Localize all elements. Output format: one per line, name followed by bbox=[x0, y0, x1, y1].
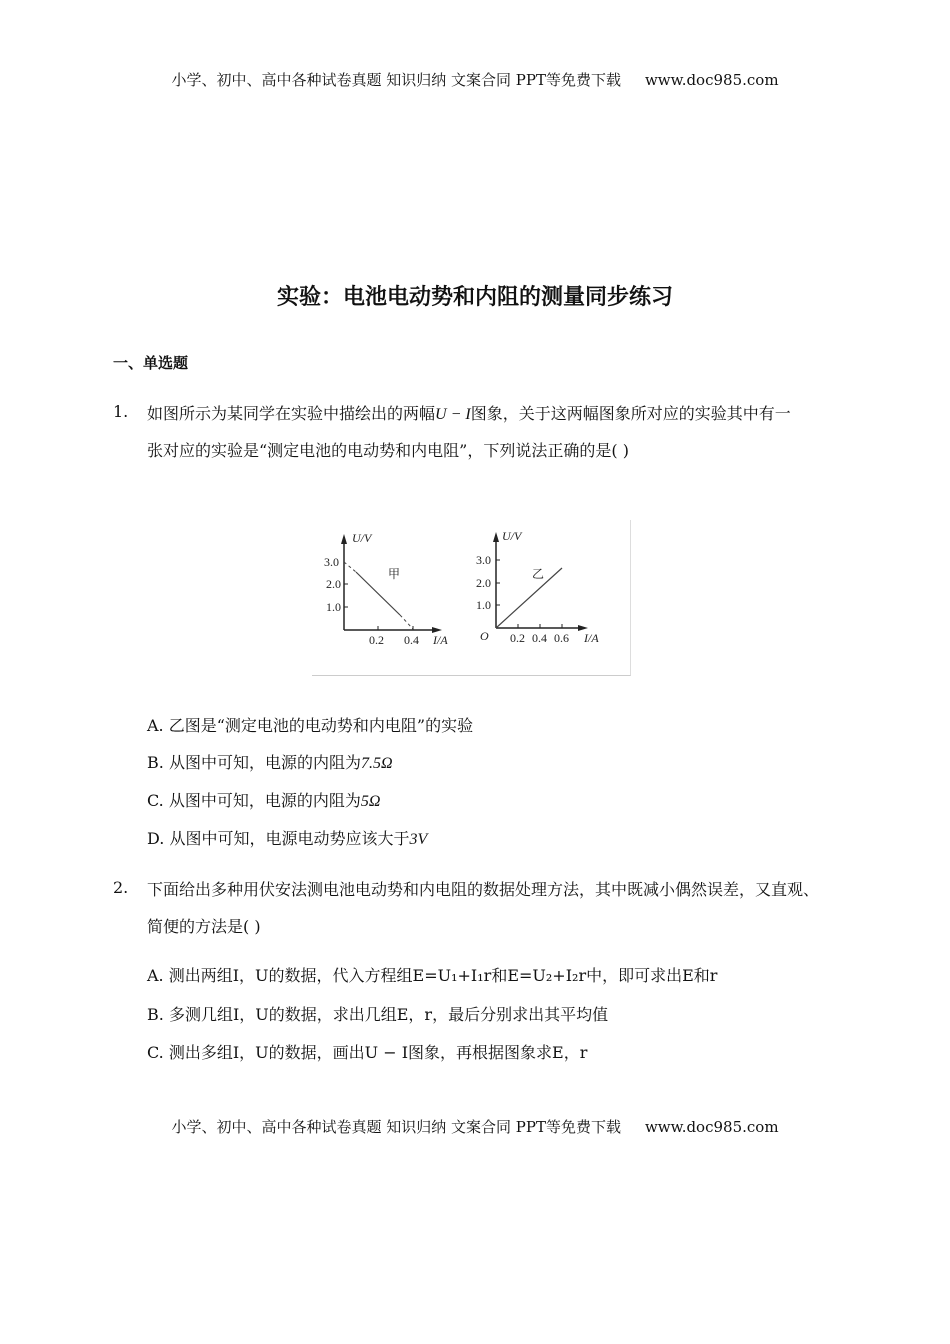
header-url: www.doc985.com bbox=[644, 71, 779, 89]
option-a: A. 测出两组I，U的数据，代入方程组E=U₁+I₁r和E=U₂+I₂r中，即可求出E和r bbox=[147, 966, 718, 985]
graph-jia bbox=[324, 531, 448, 647]
y-tick: 3.0 bbox=[476, 553, 491, 567]
y-tick: 2.0 bbox=[476, 576, 491, 590]
y-tick: 1.0 bbox=[326, 600, 341, 614]
document-title: 实验：电池电动势和内阻的测量同步练习 bbox=[276, 285, 673, 310]
x-tick: 0.2 bbox=[510, 631, 525, 645]
footer-url: www.doc985.com bbox=[644, 1118, 779, 1136]
graph-tag: 乙 bbox=[532, 567, 545, 581]
section-heading: 一、单选题 bbox=[113, 354, 189, 372]
option-b: B. 从图中可知，电源的内阻为7.5Ω bbox=[147, 753, 393, 772]
question-2-line-1: 下面给出多种用伏安法测电池电动势和内电阻的数据处理方法，其中既减小偶然误差，又直观、 bbox=[147, 880, 820, 899]
option-b: B. 多测几组I，U的数据，求出几组E，r，最后分别求出其平均值 bbox=[147, 1005, 609, 1024]
x-tick: 0.2 bbox=[369, 633, 384, 647]
y-tick: 1.0 bbox=[476, 598, 491, 612]
y-tick: 3.0 bbox=[324, 555, 339, 569]
header-text: 小学、初中、高中各种试卷真题 知识归纳 文案合同 PPT等免费下载 bbox=[171, 71, 621, 89]
graph-tag: 甲 bbox=[388, 567, 401, 581]
page-header bbox=[0, 69, 950, 90]
question-1-line-1: 如图所示为某同学在实验中描绘出的两幅U − I图象，关于这两幅图象所对应的实验其中有一 bbox=[147, 404, 791, 423]
origin-label: O bbox=[480, 629, 489, 643]
question-1-line-2: 张对应的实验是“测定电池的电动势和内电阻”，下列说法正确的是( ) bbox=[147, 441, 629, 460]
x-tick: 0.6 bbox=[554, 631, 569, 645]
y-tick: 2.0 bbox=[326, 577, 341, 591]
option-c: C. 测出多组I，U的数据，画出U − I图象，再根据图象求E，r bbox=[147, 1043, 588, 1062]
footer-text: 小学、初中、高中各种试卷真题 知识归纳 文案合同 PPT等免费下载 bbox=[171, 1118, 621, 1136]
question-number: 2. bbox=[113, 878, 129, 897]
question-2-line-2: 简便的方法是( ) bbox=[147, 917, 261, 936]
x-tick: 0.4 bbox=[532, 631, 547, 645]
graph-yi bbox=[476, 529, 599, 645]
u-i-graph-figure bbox=[312, 520, 631, 676]
option-a: A. 乙图是“测定电池的电动势和内电阻”的实验 bbox=[147, 716, 474, 735]
x-axis-label: I/A bbox=[433, 633, 448, 647]
page-footer bbox=[0, 1116, 950, 1137]
x-axis-label: I/A bbox=[584, 631, 599, 645]
question-number: 1. bbox=[113, 402, 129, 421]
y-axis-label: U/V bbox=[502, 529, 522, 543]
x-tick: 0.4 bbox=[404, 633, 419, 647]
option-c: C. 从图中可知，电源的内阻为5Ω bbox=[147, 791, 381, 810]
y-axis-label: U/V bbox=[352, 531, 372, 545]
option-d: D. 从图中可知，电源电动势应该大于3V bbox=[147, 829, 428, 848]
